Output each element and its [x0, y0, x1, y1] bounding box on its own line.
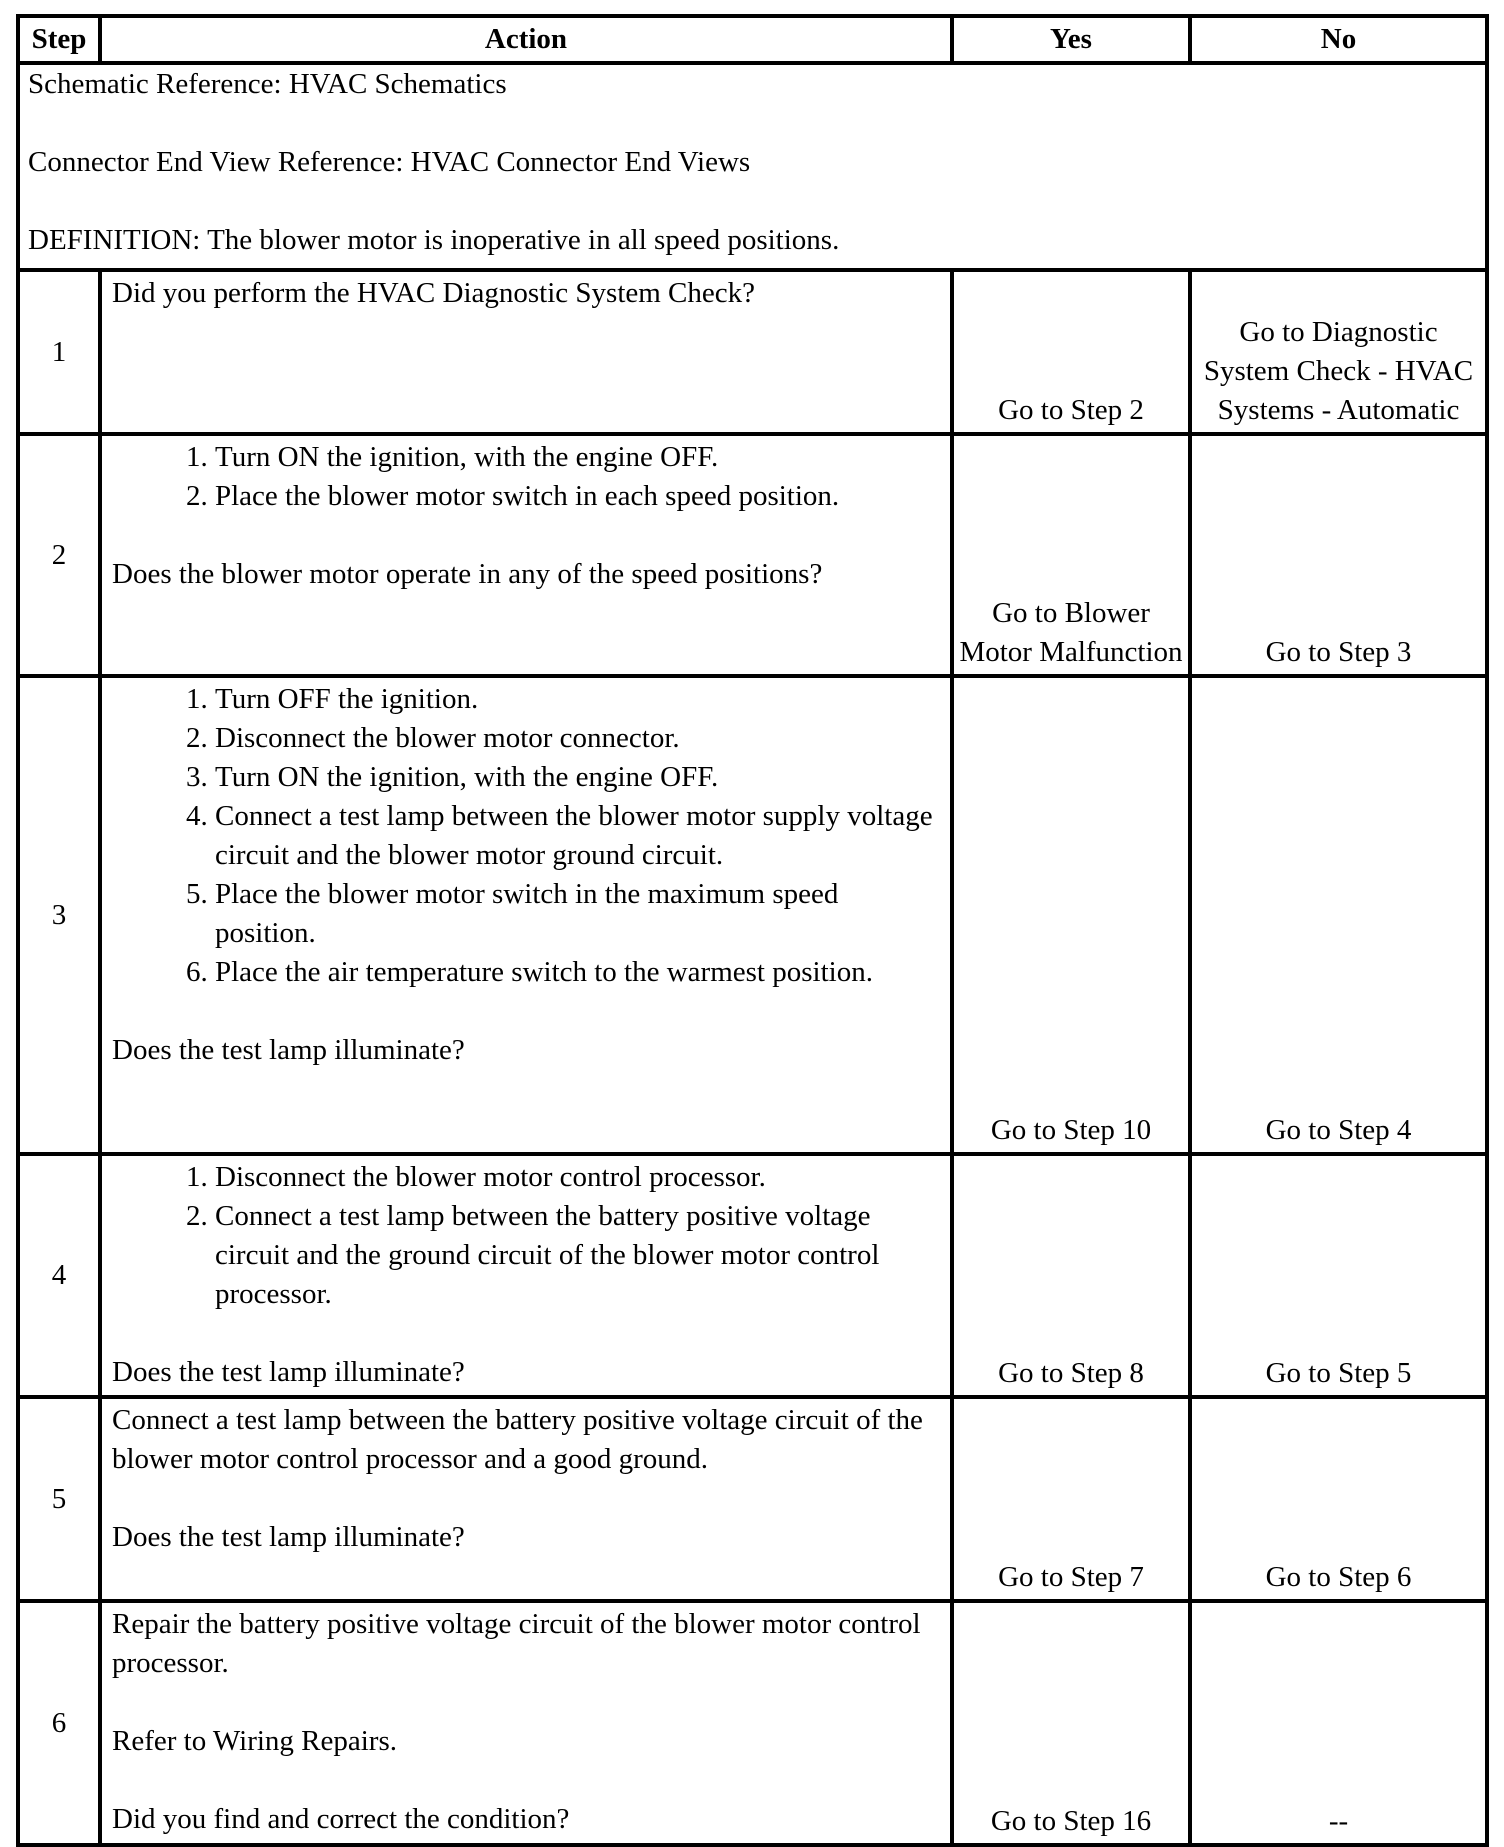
list-item: 2. Connect a test lamp between the battery positive voltage circuit and the ground circuit of the blower motor control processor.	[215, 1197, 940, 1314]
procedure-list	[112, 438, 940, 516]
header-row	[18, 16, 1487, 63]
no-result: Go to Step 4	[1190, 676, 1487, 1154]
list-item: 1. Turn OFF the ignition.	[215, 680, 940, 719]
step-number: 4	[18, 1154, 100, 1397]
list-item: 4. Connect a test lamp between the blower motor supply voltage circuit and the blower motor ground circuit.	[215, 797, 940, 875]
diagnostic-table	[16, 14, 1489, 1847]
table-row	[18, 1601, 1487, 1845]
question-text: Does the test lamp illuminate?	[112, 1356, 465, 1388]
step-number: 2	[18, 434, 100, 676]
yes-result: Go to Step 10	[952, 676, 1190, 1154]
table-row	[18, 434, 1487, 676]
table-row	[18, 1154, 1487, 1397]
list-item: 5. Place the blower motor switch in the maximum speed position.	[215, 875, 940, 953]
procedure-list	[112, 680, 940, 992]
list-item: 1. Disconnect the blower motor control processor.	[215, 1158, 940, 1197]
step-number: 5	[18, 1397, 100, 1601]
action-text: Did you perform the HVAC Diagnostic System Check?	[112, 277, 756, 309]
no-result: Go to Step 6	[1190, 1397, 1487, 1601]
yes-result: Go to Step 16	[952, 1601, 1190, 1845]
step-number: 6	[18, 1601, 100, 1845]
question-text: Does the blower motor operate in any of the speed positions?	[112, 558, 823, 590]
table-row	[18, 676, 1487, 1154]
procedure-list	[112, 1158, 940, 1314]
table-row	[18, 1397, 1487, 1601]
question-text: Does the test lamp illuminate?	[112, 1521, 465, 1553]
list-item: 1. Turn ON the ignition, with the engine OFF.	[215, 438, 940, 477]
yes-result: Go to Step 7	[952, 1397, 1190, 1601]
list-item: 3. Turn ON the ignition, with the engine OFF.	[215, 758, 940, 797]
yes-result: Go to Step 8	[952, 1154, 1190, 1397]
note-text: Refer to Wiring Repairs.	[112, 1725, 398, 1757]
no-result: Go to Step 3	[1190, 434, 1487, 676]
header-yes: Yes	[952, 16, 1190, 63]
action-text: Connect a test lamp between the battery positive voltage circuit of the blower motor control processor and a good ground.	[112, 1404, 923, 1475]
no-result: Go to Diagnostic System Check - HVAC Systems - Automatic	[1190, 270, 1487, 434]
no-result: Go to Step 5	[1190, 1154, 1487, 1397]
list-item: 6. Place the air temperature switch to the warmest position.	[215, 953, 940, 992]
yes-result: Go to Blower Motor Malfunction	[952, 434, 1190, 676]
reference-row	[18, 63, 1487, 270]
header-action: Action	[100, 16, 952, 63]
no-result: --	[1190, 1601, 1487, 1845]
question-text: Did you find and correct the condition?	[112, 1803, 570, 1835]
header-no: No	[1190, 16, 1487, 63]
definition: DEFINITION: The blower motor is inoperative in all speed positions.	[28, 224, 840, 256]
yes-result: Go to Step 2	[952, 270, 1190, 434]
schematic-reference: Schematic Reference: HVAC Schematics	[28, 68, 507, 100]
list-item: 2. Disconnect the blower motor connector.	[215, 719, 940, 758]
table-row	[18, 270, 1487, 434]
header-step: Step	[18, 16, 100, 63]
connector-reference: Connector End View Reference: HVAC Connector End Views	[28, 146, 751, 178]
step-number: 1	[18, 270, 100, 434]
list-item: 2. Place the blower motor switch in each speed position.	[215, 477, 940, 516]
step-number: 3	[18, 676, 100, 1154]
question-text: Does the test lamp illuminate?	[112, 1034, 465, 1066]
action-text: Repair the battery positive voltage circuit of the blower motor control processor.	[112, 1608, 921, 1679]
